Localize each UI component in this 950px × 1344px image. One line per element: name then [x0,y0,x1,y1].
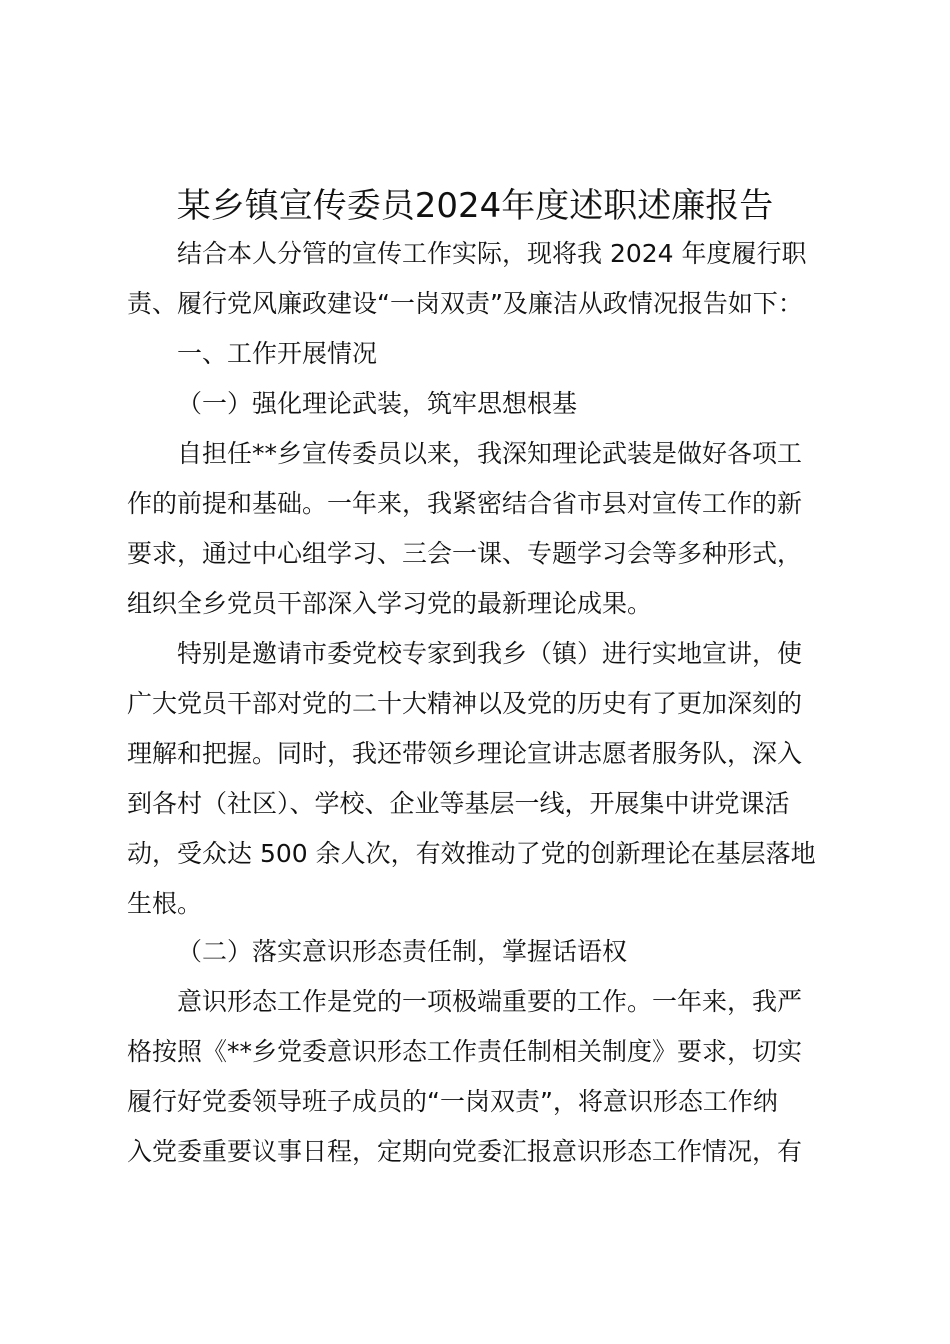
paragraph-line: 理解和把握。同时，我还带领乡理论宣讲志愿者服务队，深入 [127,739,803,768]
paragraph-line: 结合本人分管的宣传工作实际，现将我 2024 年度履行职 [177,239,807,268]
paragraph-line: 责、履行党风廉政建设“一岗双责”及廉洁从政情况报告如下： [127,289,803,318]
paragraph-line: 特别是邀请市委党校专家到我乡（镇）进行实地宣讲，使 [177,639,803,668]
paragraph-line: 入党委重要议事日程，定期向党委汇报意识形态工作情况，有 [127,1137,803,1166]
paragraph-line: 履行好党委领导班子成员的“一岗双责”，将意识形态工作纳 [127,1087,778,1116]
paragraph-line: 到各村（社区）、学校、企业等基层一线，开展集中讲党课活 [127,789,790,818]
paragraph-line: 要求，通过中心组学习、三会一课、专题学习会等多种形式， [127,539,803,568]
paragraph-line: 自担任**乡宣传委员以来，我深知理论武装是做好各项工 [177,439,803,468]
subsection-heading: （二）落实意识形态责任制，掌握话语权 [177,937,628,966]
section-heading: 一、工作开展情况 [177,339,378,368]
subsection-heading: （一）强化理论武装，筑牢思想根基 [177,389,578,418]
paragraph-line: 动，受众达 500 余人次，有效推动了党的创新理论在基层落地 [127,839,816,868]
paragraph-line: 格按照《**乡党委意识形态工作责任制相关制度》要求，切实 [127,1037,803,1066]
paragraph-line: 组织全乡党员干部深入学习党的最新理论成果。 [127,589,653,618]
paragraph-line: 广大党员干部对党的二十大精神以及党的历史有了更加深刻的 [127,689,803,718]
paragraph-line: 生根。 [127,889,203,918]
paragraph-line: 意识形态工作是党的一项极端重要的工作。一年来，我严 [177,987,803,1016]
paragraph-line: 作的前提和基础。一年来，我紧密结合省市县对宣传工作的新 [127,489,803,518]
document-title: 某乡镇宣传委员2024年度述职述廉报告 [176,186,774,226]
